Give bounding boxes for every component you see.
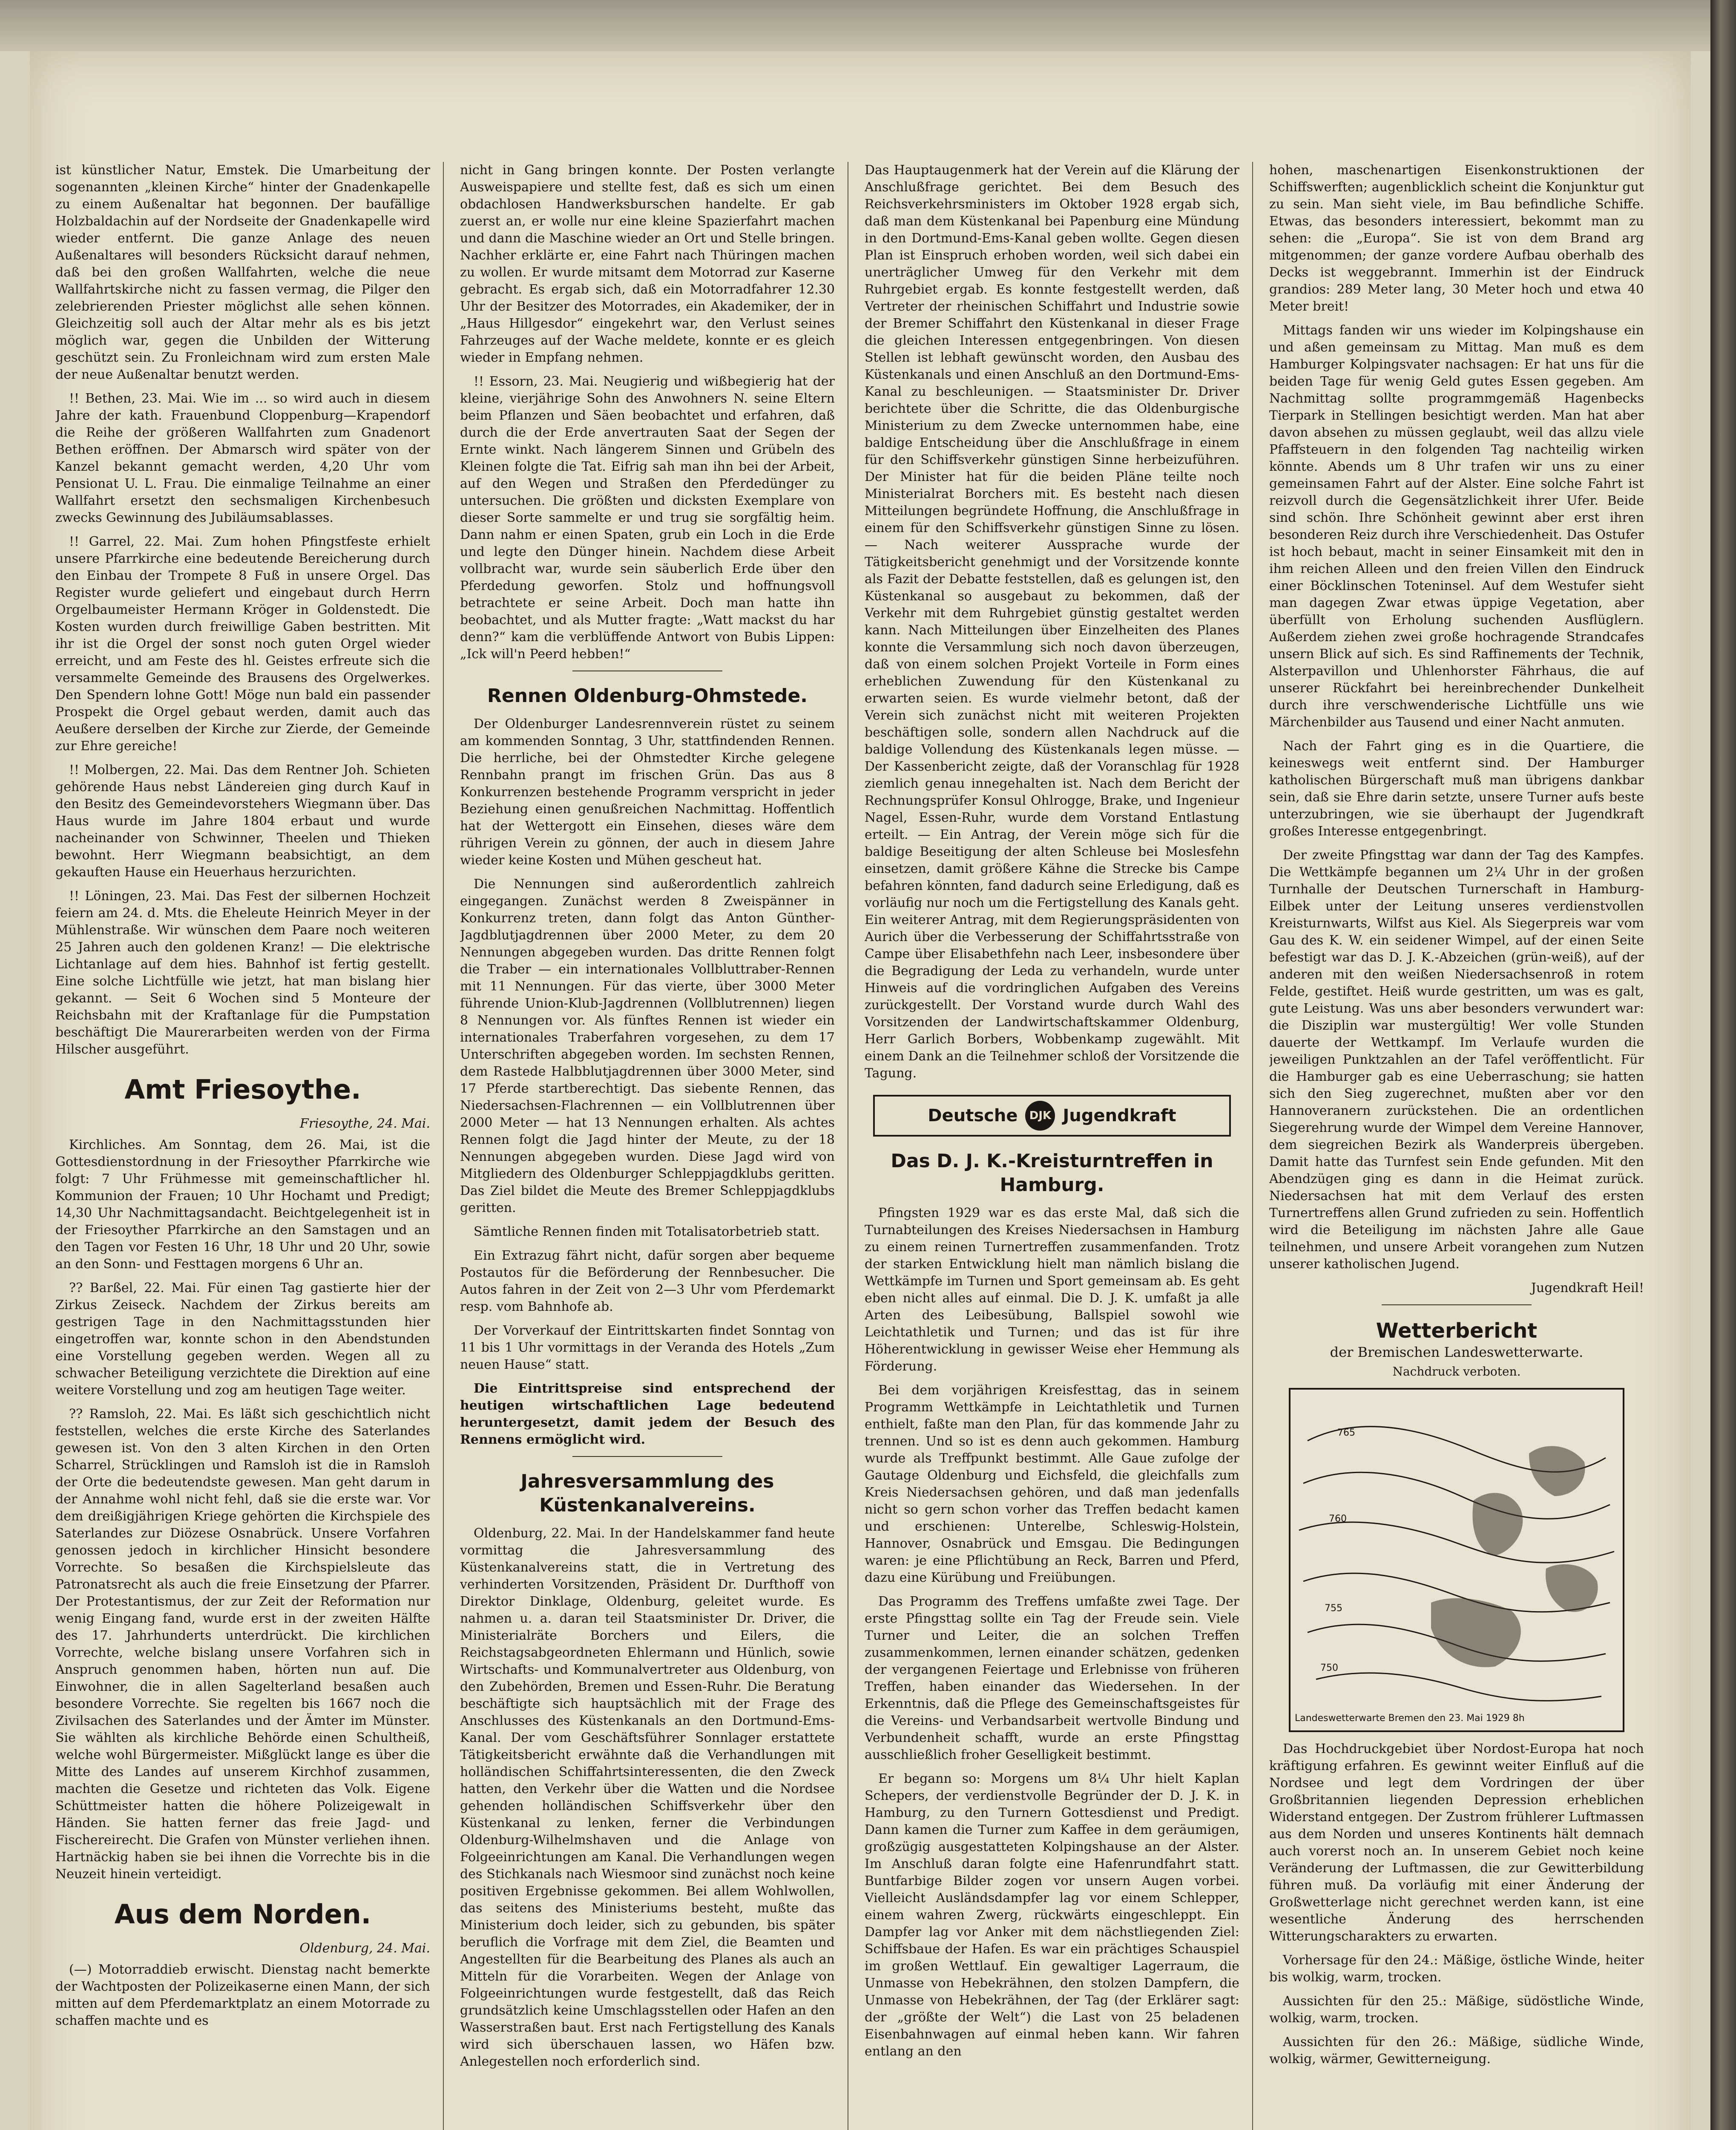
weather-map-caption: Landeswetterwarte Bremen den 23. Mai 1929 8h	[1295, 1713, 1525, 1724]
weather-forecast: Vorhersage für den 24.: Mäßige, östliche Winde, heiter bis wolkig, warm, trocken.	[1269, 1953, 1644, 1985]
column-4	[1269, 162, 1644, 2130]
svg-text:750: 750	[1320, 1663, 1338, 1673]
article-paragraph: Oldenburg, 22. Mai. In der Handelskammer fand heute vormittag die Jahresversammlung des Küstenkanalvereins statt, die in Vertretung des verhinderten Vorsitzenden, Präsident Dr. Durfthoff von Direktor Dinklage, Oldenburg, geleitet wurde. Es nahmen u. a. daran teil Staatsminister Dr. Driver, die Ministerialräte Borchers und Eilers, die Reichstagsabgeordneten Ehlermann und Hünlich, sowie Wirtschafts- und Kommunalvertreter aus Oldenburg, von den Zubehörden, Bremen und Essen-Ruhr. Die Beratung beschäftigte sich hauptsächlich mit der Frage des Anschlusses des Küstenkanals an den Dortmund-Ems-Kanal. Der vom Geschäftsführer Sonnlager erstattete Tätigkeitsbericht erwähnte daß die Verhandlungen mit holländischen Schiffahrtsinteressenten, die den Zweck hatten, den Verkehr über die Watten und die Nordsee gehenden holländischen Schiffsverkehr über den Küstenkanal zu lenken, ferner die Verbindungen Oldenburg-Wilhelmshaven und die Anlage von Folgeeinrichtungen am Kanal. Die Verhandlungen wegen des Stichkanals nach Wiesmoor sind zunächst noch keine positiven Ergebnisse gekommen. Bei allem Wohlwollen, das seitens des Ministeriums besteht, mußte das Ministerium doch leider, sich zu gebunden, bis später beruflich die Vorfrage mit dem Ziel, die Beamten und Angestellten für die Bearbeitung des Planes als auch an Mitteln für die Vorarbeiten. Wegen der Anlage von Folgeeinrichtungen wurde festgestellt, daß das Reich grundsätzlich keine Umschlagsstellen oder Hafen an den Wasserstraßen baut. Erst nach Fertigstellung des Kanals wird sich überschauen lassen, wo Häfen bzw. Anlegestellen noch erforderlich sind.	[460, 1526, 835, 2069]
article-paragraph: ?? Barßel, 22. Mai. Für einen Tag gastierte hier der Zirkus Zeiseck. Nachdem der Zirkus bereits am gestrigen Tage in den Nachmittagsstunden hier eingetroffen war, konnte schon in den Abendstunden eine Vorstellung gegeben werden. Wegen all zu schwacher Beteiligung verzichtete die Direktion auf eine weitere Vorstellung und zog am heutigen Tage weiter.	[55, 1281, 430, 1398]
article-paragraph: nicht in Gang bringen konnte. Der Posten verlangte Ausweispapiere und stellte fest, daß es sich um einen obdachlosen Handwerksburschen handelte. Er gab zuerst an, er wolle nur eine kleine Spazierfahrt machen und dann die Maschine wieder an Ort und Stelle bringen. Nachher erklärte er, eine Fahrt nach Thüringen machen zu wollen. Er wurde mitsamt dem Motorrad zur Kaserne gebracht. Es ergab sich, daß ein Motorradfahrer 12.30 Uhr der Besitzer des Motorrades, ein Akademiker, der in „Haus Hillgesdor“ eingekehrt war, den Verlust seines Fahrzeuges auf der Wache meldete, konnte er es gleich wieder in Empfang nehmen.	[460, 163, 835, 365]
djk-emblem-icon: DJK	[1025, 1101, 1055, 1131]
closing-salute: Jugendkraft Heil!	[1531, 1281, 1644, 1295]
weather-forecast: Aussichten für den 25.: Mäßige, südöstliche Winde, wolkig, warm, trocken.	[1269, 1994, 1644, 2026]
article-paragraph: Nach der Fahrt ging es in die Quartiere, die keineswegs weit entfernt sind. Der Hamburger katholischen Bürgerschaft muß man übrigens dankbar sein, daß sie Ehre darin setzte, unsere Turner aufs beste unterzubringen, wie sie überhaupt der Jugendkraft großes Interesse entgegenbringt.	[1269, 739, 1644, 839]
article-paragraph: Der Vorverkauf der Eintrittskarten findet Sonntag von 11 bis 1 Uhr vormittags in der Veranda des Hotels „Zum neuen Hause“ statt.	[460, 1323, 835, 1372]
column-rule	[443, 162, 444, 2130]
column-3	[865, 162, 1239, 2130]
article-paragraph: ist künstlicher Natur, Emstek. Die Umarbeitung der sogenannten „kleinen Kirche“ hinter der Gnadenkapelle zu einem Außenaltar hat begonnen. Der baufällige Holzbaldachin auf der Nordseite der Gnadenkapelle wird wieder entfernt. Die ganze Anlage des neuen Außenaltares will besonders Rücksicht darauf nehmen, daß bei den großen Wallfahrten, welche die neue Wallfahrtskirche nicht zu fassen vermag, die Pilger den zelebrierenden Priester möglichst alle sehen können. Gleichzeitig soll auch der Altar mehr als es bis jetzt möglich war, gegen die Unbilden der Witterung geschützt sein. Zu Fronleichnam wird zum ersten Male der neue Außenaltar benutzt werden.	[55, 163, 430, 382]
article-paragraph: Kirchliches. Am Sonntag, dem 26. Mai, ist die Gottesdienstordnung in der Friesoyther Pfarrkirche wie folgt: 7 Uhr Frühmesse mit gemeinschaftlicher hl. Kommunion der Frauen; 10 Uhr Hochamt und Predigt; 14,30 Uhr Nachmittagsandacht. Beichtgelegenheit ist in der Friesoyther Pfarrkirche an den Samstagen und an den Tagen vor Festen 16 Uhr, 18 Uhr und 20 Uhr, sowie an den Sonn- und Festtagen morgens 6 Uhr an.	[55, 1137, 430, 1272]
article-paragraph: !! Löningen, 23. Mai. Das Fest der silbernen Hochzeit feiern am 24. d. Mts. die Eheleute Heinrich Meyer in der Mühlenstraße. Wir wünschen dem Paare noch weiteren 25 Jahren auch den goldenen Kranz! — Die elektrische Lichtanlage auf dem hies. Bahnhof ist fertig gestellt. Eine solche Lichtfülle wie jetzt, hat man bislang hier gekannt. — Seit 6 Wochen sind 5 Monteure der Reichsbahn mit der Kraftanlage für die Pumpstation beschäftigt Die Maurerarbeiten werden von der Firma Hilscher ausgeführt.	[55, 889, 430, 1057]
article-paragraph: hohen, maschenartigen Eisenkonstruktionen der Schiffswerften; augenblicklich scheint die Konjunktur gut zu sein. Man sieht viele, im Bau befindliche Schiffe. Etwas, das besonders interessiert, bekommt man zu sehen: die „Europa“. Sie ist von dem Brand arg mitgenommen; der ganze vordere Aufbau oberhalb des Decks ist weggebrannt. Immerhin ist der Eindruck grandios: 289 Meter lang, 30 Meter hoch und etwa 40 Meter breit!	[1269, 163, 1644, 314]
weather-forecast: Aussichten für den 26.: Mäßige, südliche Winde, wolkig, wärmer, Gewitterneigung.	[1269, 2035, 1644, 2067]
svg-text:760: 760	[1329, 1514, 1347, 1524]
article-paragraph: ?? Ramsloh, 22. Mai. Es läßt sich geschichtlich nicht feststellen, welches die erste Kirche des Saterlandes gewesen ist. Von den 3 alten Kirchen in den Orten Scharrel, Strücklingen und Ramsloh ist die in Ramsloh der Orte die bedeutendste gewesen. Man geht darum in der Annahme wohl nicht fehl, daß sie die erste war. Vor dem dreißigjährigen Kriege gehörten die Kirchspiele des Saterlandes zur Diözese Osnabrück. Unsere Vorfahren genossen jedoch in kirchlicher Hinsicht besondere Vorrechte. So besaßen die Kirchspielsleute das Patronatsrecht als auch die freie Einsetzung der Pfarrer. Der Protestantismus, der zur Zeit der Reformation nur wenig Eingang fand, wurde erst in der zweiten Hälfte des 17. Jahrhunderts unterdrückt. Die kirchlichen Vorrechte, welche bislang unsere Vorfahren sich in Anspruch genommen haben, hörten nun auf. Die Einwohner, die in allen Sagelterland besaßen auch besondere Vorrechte. Sie regelten bis 1667 noch die Zivilsachen des Saterlandes und der Ämter im Münster. Sie wählten als kirchliche Behörde einen Schultheiß, welche wohl Bürgermeister. Mißglückt lange es über die Mitte des Landes auf unserem Kirchhof zusammen, machten die Gesetze und richteten das Volk. Eigene Schüttmeister hatten die höhere Polizeigewalt in Händen. Sie hatten ferner das freie Jagd- und Fischereirecht. Die Grafen von Münster verliehen ihnen. Hartnäckig haben sie bei ihnen die Vorrechte bis in die Neuzeit hinein verteidigt.	[55, 1407, 430, 1882]
article-paragraph: !! Essorn, 23. Mai. Neugierig und wißbegierig hat der kleine, vierjährige Sohn des Anwohners N. seine Eltern beim Pflanzen und Säen beobachtet und erfahren, daß durch die der Erde anvertrauten Saat der Segen der Ernte winkt. Nach längerem Sinnen und Grübeln des Kleinen folgte die Tat. Eifrig sah man ihn bei der Arbeit, auf den Wegen und Straßen den Pferdedünger zu untersuchen. Die größten und dicksten Exemplare von dieser Sorte sammelte er und trug sie sorgfältig heim. Dann nahm er einen Spaten, grub ein Loch in die Erde und legte den Dünger hinein. Nachdem diese Arbeit vollbracht war, wurde sein säuberlich Erde über den Pferdedung geworfen. Stolz und hoffnungsvoll betrachtete er seine Arbeit. Doch man hatte ihn beobachtet, und als Mutter fragte: „Watt mackst du har denn?“ kam die verblüffende Antwort von Bubis Lippen: „Ick will'n Peerd hebben!“	[460, 374, 835, 662]
column-1	[55, 162, 430, 2130]
weather-report-subtitle: der Bremischen Landeswetterwarte.	[1330, 1344, 1584, 1360]
article-paragraph: !! Garrel, 22. Mai. Zum hohen Pfingstfeste erhielt unsere Pfarrkirche eine bedeutende Bereicherung durch den Einbau der Trompete 8 Fuß in unsere Orgel. Das Register wurde geliefert und eingebaut durch Herrn Orgelbaumeister Hermann Kröger in Goldenstedt. Die Kosten wurden durch freiwillige Gaben bestritten. Mit ihr ist die Orgel der sonst noch guten Orgel wieder erreicht, und am Feste des hl. Geistes erfreute sich die versammelte Gemeinde des Brausens des Orgelwerkes. Den Spendern lohne Gott! Möge nun bald ein passender Prospekt die Orgel gebaut werden, damit auch das Aeußere derselben der Kirche zur Zierde, der Gemeinde zur Ehre gereiche!	[55, 534, 430, 754]
article-paragraph: !! Molbergen, 22. Mai. Das dem Rentner Joh. Schieten gehörende Haus nebst Ländereien ging durch Kauf in den Besitz des Gemeindevorstehers Wiegmann über. Das Haus wurde im Jahre 1804 erbaut und wurde nacheinander von Schwinner, Theelen und Thieken bewohnt. Herr Wiegmann beabsichtigt, an dem gekauften Hause ein Heuerhaus herzurichten.	[55, 763, 430, 880]
section-headline: Amt Friesoythe.	[124, 1074, 361, 1105]
page-top-strip	[0, 0, 1736, 51]
article-paragraph: Sämtliche Rennen finden mit Totalisatorbetrieb statt.	[474, 1224, 820, 1239]
svg-text:765: 765	[1337, 1428, 1355, 1438]
weather-report-note: Nachdruck verboten.	[1392, 1364, 1521, 1379]
dateline: Oldenburg, 24. Mai.	[299, 1941, 430, 1956]
section-headline: Aus dem Norden.	[114, 1899, 371, 1930]
article-paragraph: Ein Extrazug fährt nicht, dafür sorgen aber bequeme Postautos für die Beförderung der Rennbesucher. Die Autos fahren in der Zeit von 2—3 Uhr vom Pferdemarkt resp. vom Bahnhofe ab.	[460, 1248, 835, 1314]
article-paragraph: Die Eintrittspreise sind entsprechend der heutigen wirtschaftlichen Lage bedeutend heruntergesetzt, damit jedem der Besuch des Rennens ermöglicht wird.	[460, 1381, 835, 1447]
dateline: Friesoythe, 24. Mai.	[299, 1116, 430, 1131]
article-paragraph: Er begann so: Morgens um 8¼ Uhr hielt Kaplan Schepers, der verdienstvolle Begründer der D. J. K. in Hamburg, zu den Turnern Gottesdienst und Predigt. Dann kamen die Turner zum Kaffee in dem geräumigen, großzügig ausgestatteten Kolpingshause an der Alster. Im Anschluß daran folgte eine Hafenrundfahrt statt. Buntfarbige Bilder zogen vor unsern Augen vorbei. Vielleicht Ausländsdampfer lag vor einem Schlepper, einem wahren Zwerg, rückwärts eingeschleppt. Ein Dampfer lag vor Anker mit dem nächstliegenden Ziel: Schiffsbaue der Hafen. Es war ein prächtiges Schauspiel im großen Wettlauf. Ein gewaltiger Lagerraum, die Unmasse von Hebekrähnen, den stolzen Dampfern, die Unmasse von Hebekrähnen, der Tag (der Erklärer sagt: der „größte der Welt“) die Last von 25 beladenen Eisenbahnwagen auf einmal heben kann. Wir fahren entlang an den	[865, 1771, 1239, 2059]
column-rule	[1252, 162, 1253, 2130]
article-paragraph: Pfingsten 1929 war es das erste Mal, daß sich die Turnabteilungen des Kreises Niedersachsen in Hamburg zu einem reinen Turnertreffen zusammenfanden. Trotz der starken Entwicklung hielt man nämlich bislang die Wettkämpfe im Turnen und Sport gemeinsam ab. Es geht eben nicht alles auf einmal. Die D. J. K. umfaßt ja alle Arten des Leibesübung, Ballspiel sowohl wie Leichtathletik und Turnen; und das ist für ihre Höherentwicklung in gewisser Weise eher Hemmung als Förderung.	[865, 1206, 1239, 1374]
logo-text-left: Deutsche	[928, 1106, 1018, 1125]
article-paragraph: Die Nennungen sind außerordentlich zahlreich eingegangen. Zunächst werden 8 Zweispänner in Konkurrenz treten, dann folgt das Anton Günther-Jagdblutjagdrennen über 2000 Meter, zu dem 20 Nennungen abgegeben wurden. Das dritte Rennen folgt die Traber — ein internationales Vollbluttraber-Rennen mit 11 Nennungen. Für das vierte, über 3000 Meter führende Union-Klub-Jagdrennen (Vollblutrennen) liegen 8 Nennungen vor. Als fünftes Rennen ist wieder ein internationales Traberfahren vorgesehen, zu dem 17 Unterschriften abgegeben worden. Im sechsten Rennen, dem Rastede Halbblutjagdrennen über 3000 Meter, sind 17 Pferde startberechtigt. Das siebente Rennen, das Niedersachsen-Flachrennen — ein Vollblutrennen über 2000 Meter — hat 13 Nennungen erhalten. Als achtes Rennen folgt die Jagd hinter der Meute, zu der 18 Nennungen abgegeben wurden. Diese Jagd wird von Mitgliedern des Oldenburger Schleppjagdklubs geritten. Das Ziel bildet die Meute des Bremer Schleppjagdklubs geritten.	[460, 877, 835, 1215]
article-paragraph: !! Bethen, 23. Mai. Wie im ... so wird auch in diesem Jahre der kath. Frauenbund Cloppenburg—Krapendorf die Reihe der größeren Wallfahrten zum Gnadenort Bethen eröffnen. Der Abmarsch wird später von der Kanzel bekannt gemacht werden, 4,20 Uhr vom Pensionat U. L. Frau. Die einmalige Teilnahme an einer Wallfahrt ersetzt den sechsmaligen Kirchenbesuch zwecks Gewinnung des Jubiläumsablasses.	[55, 391, 430, 525]
article-paragraph: Der Oldenburger Landesrennverein rüstet zu seinem am kommenden Sonntag, 3 Uhr, stattfindenden Rennen. Die herrliche, bei der Ohmstedter Kirche gelegene Rennbahn prangt im frischen Grün. Das aus 8 Konkurrenzen bestehende Programm verspricht in jeder Beziehung einen genußreichen Nachmittag. Hoffentlich hat der Wettergott ein Einsehen, dieses wäre dem rührigen Verein zu gönnen, der auch in diesem Jahre wieder keine Kosten und Mühen gescheut hat.	[460, 717, 835, 868]
article-paragraph: Mittags fanden wir uns wieder im Kolpingshause ein und aßen gemeinsam zu Mittag. Man muß es dem Hamburger Kolpingsvater nachsagen: Er hat uns für die beiden Tage für wenig Geld gutes Essen gegeben. Am Nachmittag sollte programmgemäß Hagenbecks Tierpark in Stellingen besichtigt werden. Man hat aber davon absehen zu müssen geglaubt, weil das allzu viele Pfaffsteuern in den folgenden Tag nachteilig wirken könnte. Abends um 8 Uhr trafen wir uns zu einer gemeinsamen Fahrt auf der Alster. Eine solche Fahrt ist reizvoll durch die Gegensätzlichkeit ihrer Ufer. Beide sind schön. Ihre Schönheit gewinnt aber erst ihren besonderen Reiz durch ihre Verschiedenheit. Das Ostufer ist hoch bebaut, macht in seiner Einsamkeit mit den in ihm reichen Alleen und den freien Villen den Eindruck einer Böcklinschen Toteninsel. Auf dem Westufer sieht man dagegen Zwar etwas üppige Vegetation, aber überfüllt von Erholung suchenden Ausflüglern. Außerdem ziehen zwei große hochragende Strandcafes unsern Blick auf sich. Es sind Raffinements der Technik, Alsterpavillon und Uhlenhorster Fährhaus, die auf unserer Rückfahrt bei hereinbrechender Dunkelheit durch ihre verschwenderische Lichtfülle uns wie Märchenbilder aus Tausend und einer Nacht anmuten.	[1269, 323, 1644, 730]
weather-report-title: Wetterbericht	[1376, 1319, 1538, 1343]
article-headline: Rennen Oldenburg-Ohmstede.	[487, 685, 808, 707]
column-2	[460, 162, 835, 2130]
article-paragraph: Der zweite Pfingsttag war dann der Tag des Kampfes. Die Wettkämpfe begannen um 2¼ Uhr in der großen Turnhalle der Deutschen Turnerschaft in Hamburg-Eilbek unter der Leitung unseres verdienstvollen Kreisturnwarts, Wilfst aus Kiel. Als Siegerpreis war vom Gau des K. W. ein seidener Wimpel, auf der einen Seite befestigt war das D. J. K.-Abzeichen (grün-weiß), auf der anderen mit den weißen Niedersachsenroß in rotem Felde, gestiftet. Heiß wurde gestritten, um was es galt, gute Leistung. Was uns aber besonders verwundert war: die Disziplin war mustergültig! Wer volle Stunden dauerte der Wettkampf. Im Verlaufe wurden die jeweiligen Punktzahlen an der Tafel veröffentlicht. Für die Hamburger gab es eine Ueberraschung; sie hatten sich den Sieg zugerechnet, mußten aber vor den Hannoveranern zurückstehen. Die an ordentlichen Siegerehrung wurde der Wimpel dem Vereine Hannover, dem siegreichen Bezirk als Wanderpreis übergeben. Damit hatte das Turnfest sein Ende gefunden. Mit den Abendzügen ging es dann in die Heimat zurück. Niedersachsen hat mit dem Verlauf des ersten Turnertreffens allen Grund zufrieden zu sein. Hoffentlich wird die Beteiligung im nächsten Jahre alle Gaue teilnehmen, und unsere Arbeit vorangehen zum Nutzen unserer katholischen Jugend.	[1269, 848, 1644, 1272]
weather-text: Das Hochdruckgebiet über Nordost-Europa hat noch kräftigung erfahren. Es gewinnt weiter Einfluß auf die Nordsee und legt dem Vordringen der über Großbritannien liegenden Depression erheblichen Widerstand entgegen. Der Zustrom frühlerer Luftmassen aus dem Norden und unseres Kontinents hält demnach auch vorerst noch an. In unserem Gebiet noch keine Veränderung der Luftmassen, die zur Gewitterbildung führen muß. Da vorläufig mit einer Änderung der Großwetterlage nicht gerechnet werden kann, ist eine wesentliche Änderung des herrschenden Witterungscharakters zu erwarten.	[1269, 1741, 1644, 1944]
article-headline: Das D. J. K.-Kreisturntreffen in Hamburg.	[891, 1150, 1213, 1196]
djk-logo	[873, 1095, 1231, 1137]
separator-line	[572, 1456, 722, 1457]
article-paragraph: Das Hauptaugenmerk hat der Verein auf die Klärung der Anschlußfrage gerichtet. Bei dem Besuch des Reichsverkehrsministers im Oktober 1928 ergab sich, daß man dem Küstenkanal bei Papenburg eine Mündung in den Dortmund-Ems-Kanal geben wollte. Gegen diesen Plan ist Einspruch erhoben worden, weil sich dabei ein unerträglicher Umweg für den Verkehr mit dem Ruhrgebiet ergab. Es konnte festgestellt werden, daß Vertreter der rheinischen Schiffahrt und Industrie sowie der Bremer Schiffahrt den Küstenkanal in dieser Frage die gleichen Interessen entgegenbringen. Von diesen Stellen ist lebhaft gewünscht worden, den Ausbau des Küstenkanals und einen Anschluß an den Dortmund-Ems-Kanal zu beschleunigen. — Staatsminister Dr. Driver berichtete über die Schritte, die das Oldenburgische Ministerium zu dem Zwecke unternommen habe, eine baldige Entscheidung über die Anschlußfrage in einem für den Schiffsverkehr günstigen Sinne herbeizuführen. Der Minister hat für die beiden Pläne teilte noch Ministerialrat Borchers mit. Es besteht nach diesen Mitteilungen begründete Hoffnung, die Anschlußfrage in einem für den Schiffsverkehr günstigen Sinne zu lösen. — Nach weiterer Aussprache wurde der Tätigkeitsbericht genehmigt und der Vorsitzende konnte als Fazit der Debatte feststellen, daß es gelungen ist, den Küstenkanal so ausgebaut zu bekommen, daß der Verkehr mit dem Ruhrgebiet günstig gestaltet werden kann. Nach Mitteilungen über Einzelheiten des Planes konnte die Versammlung sich noch davon überzeugen, daß von einem solchen Projekt Vorteile in Form eines erheblichen Zuwendung für den Küstenkanal zu erwarten seien. Es wurde vielmehr betont, daß der Verein sich zunächst nicht mit weiteren Projekten beschäftigen solle, sondern allen Nachdruck auf die baldige Vollendung des Küstenkanals legen müsse. — Der Kassenbericht zeigte, daß der Voranschlag für 1928 ziemlich genau innegehalten ist. Nach dem Bericht der Rechnungsprüfer Konsul Ohlrogge, Brake, und Ingenieur Nagel, Essen-Ruhr, wurde dem Vorstand Entlastung erteilt. — Ein Antrag, der Verein möge sich für die baldige Beseitigung der alten Schleuse bei Moslesfehn einsetzen, damit größere Kähne die Strecke bis Campe befahren könnten, fand dadurch seine Erledigung, daß es vorläufig nur noch um die Fertigstellung des Kanals geht. Ein weiterer Antrag, mit dem Regierungspräsidenten von Aurich über die Verbesserung der Schiffahrtsstraße von Campe über Elisabethfehn nach Leer, insbesondere über die Begradigung der Leda zu verhandeln, wurde unter Hinweis auf die vordringlichen Aufgaben des Vereins zurückgestellt. Der Vorstand wurde durch Wahl des Vorsitzenden der Landwirtschaftskammer Oldenburg, Herr Garlich Borbers, Wobbenkamp zugewählt. Mit einem Dank an die Teilnehmer schloß der Vorsitzende die Tagung.	[865, 163, 1239, 1081]
separator-line	[1382, 1304, 1532, 1305]
article-paragraph: Das Programm des Treffens umfaßte zwei Tage. Der erste Pfingsttag sollte ein Tag der Freude sein. Viele Turner und Leiter, die an solchen Treffen zusammenkommen, lernen einander schätzen, gedenken der vergangenen Feiertage und Erlebnisse von früheren Treffen, haben einander das Wiedersehen. In der Erkenntnis, daß die Pflege des Gemeinschaftsgeistes für die Vereins- und Verbandsarbeit wertvolle Bindung und Verbundenheit schafft, wurde an erste Pfingsttag ausschließlich froher Geselligkeit bestimmt.	[865, 1594, 1239, 1762]
weather-map-drawing	[1291, 1390, 1619, 1727]
svg-text:755: 755	[1325, 1603, 1342, 1614]
logo-text-right: Jugendkraft	[1063, 1106, 1176, 1125]
weather-map	[1289, 1388, 1624, 1732]
article-headline: Jahresversammlung des Küstenkanalvereins.	[520, 1471, 774, 1516]
article-paragraph: (—) Motorraddieb erwischt. Dienstag nacht bemerkte der Wachtposten der Polizeikaserne einen Mann, der sich mitten auf dem Pferdemarktplatz an einem Motorrade zu schaffen machte und es	[55, 1962, 430, 2028]
article-paragraph: Bei dem vorjährigen Kreisfesttag, das in seinem Programm Wettkämpfe in Leichtathletik und Turnen enthielt, faßte man den Plan, für das kommende Jahr zu trennen. Und so ist es denn auch gekommen. Hamburg wurde als Treffpunkt bestimmt. Alle Gaue zufolge der Gautage Oldenburg und Eichsfeld, die gleichfalls zum Kreis Niedersachsen gehören, und daß man jedenfalls nicht so gern schon vorher das Treffen bedacht kamen und erschienen: Unterelbe, Schleswig-Holstein, Hannover, Osnabrück und Emsgau. Die Bedingungen waren: je eine Pflichtübung an Reck, Barren und Pferd, dazu eine Kürübung und Freiübungen.	[865, 1383, 1239, 1585]
page-binding-edge	[1710, 0, 1736, 2130]
